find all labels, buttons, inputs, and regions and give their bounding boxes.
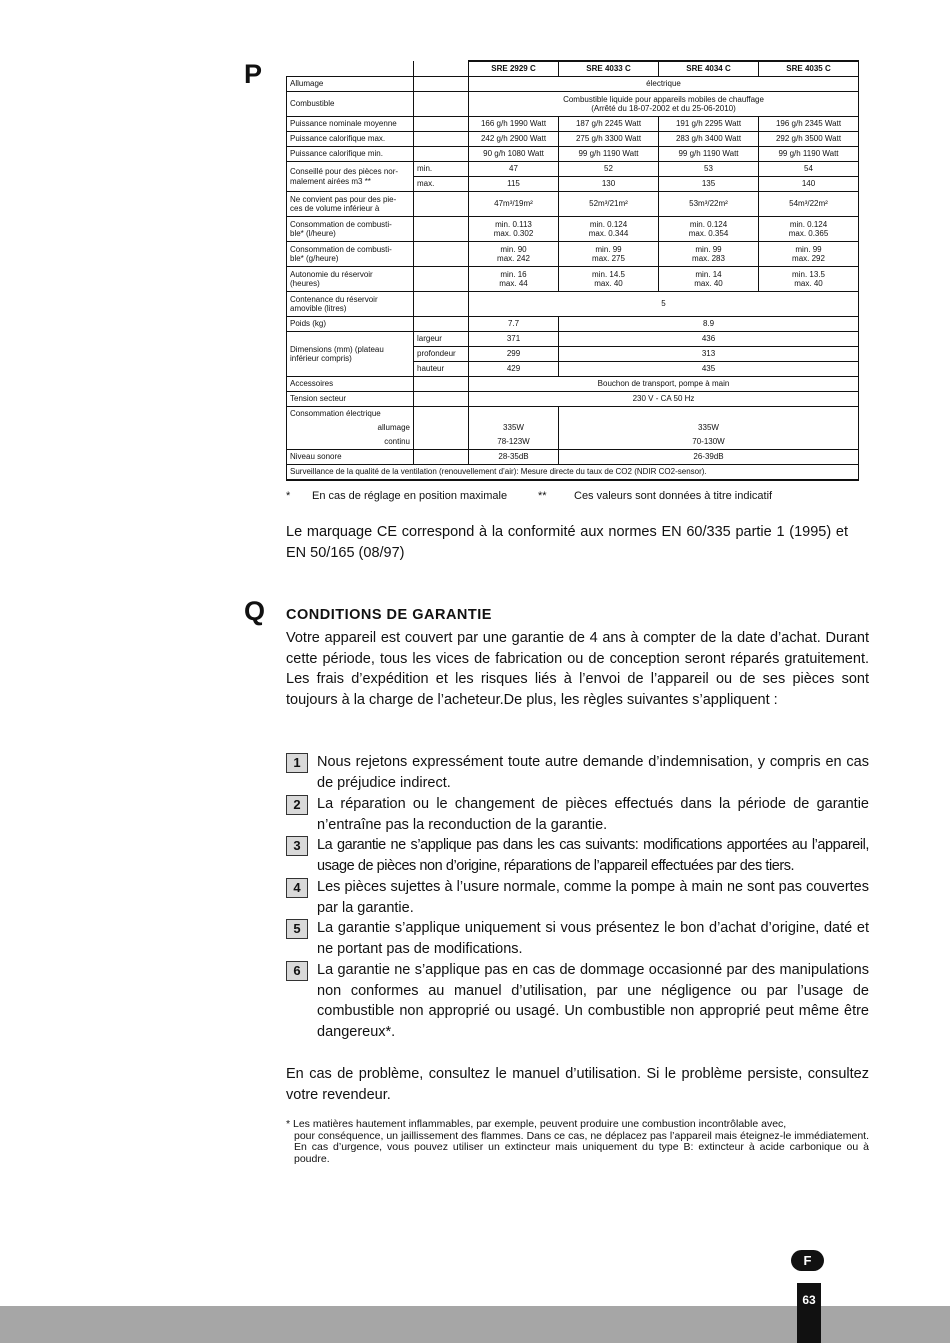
flammable-footnote: * Les matières hautement inflammables, par exemple, peuvent produire une combustion incontrôlable avec, pour conséquence, un jaillissement des flammes. Dans ce cas, ne déplacez pas l’appareil mais éteignez-le immédiatement. En cas d’urgence, vous pouvez utiliser un extincteur mais uniquement du type B: extincteur à acide carbonique ou à poudre. bbox=[286, 1118, 869, 1165]
language-badge: F bbox=[791, 1250, 824, 1271]
cell-value: Combustible liquide pour appareils mobiles de chauffage (Arrêté du 18-07-2002 et du 25-06-2010) bbox=[469, 92, 859, 117]
item-number: 5 bbox=[286, 919, 308, 939]
surveillance-note: Surveillance de la qualité de la ventilation (renouvellement d’air): Mesure directe du taux de CO2 (NDIR CO2-sensor). bbox=[287, 465, 859, 481]
cell-value: 8.9 bbox=[559, 317, 859, 332]
item-text: Nous rejetons expressément toute autre demande d’indemnisation, y compris en cas de préjudice indirect. bbox=[317, 754, 869, 791]
cell-value: 242 g/h 2900 Watt bbox=[469, 132, 559, 147]
table-row bbox=[287, 392, 859, 407]
cell-value: 335W bbox=[559, 421, 859, 435]
item-number: 2 bbox=[286, 795, 308, 815]
ce-marking-text: Le marquage CE correspond à la conformité aux normes EN 60/335 partie 1 (1995) et EN 50/165 (08/97) bbox=[286, 524, 848, 561]
cell-value: 335W bbox=[469, 421, 559, 435]
cell-value: 28-35dB bbox=[469, 450, 559, 465]
cell-value: 135 bbox=[659, 177, 759, 192]
cell-value: 292 g/h 3500 Watt bbox=[759, 132, 859, 147]
item-number: 4 bbox=[286, 878, 308, 898]
section-letter-q: Q bbox=[244, 596, 266, 626]
model-header: SRE 4033 C bbox=[559, 61, 659, 77]
row-label: Poids (kg) bbox=[287, 317, 414, 332]
cell-value: 99 g/h 1190 Watt bbox=[759, 147, 859, 162]
item-number: 3 bbox=[286, 836, 308, 856]
cell-value: 99 g/h 1190 Watt bbox=[559, 147, 659, 162]
cell-value: 70-130W bbox=[559, 435, 859, 450]
cell-value: 52 bbox=[559, 162, 659, 177]
row-label: Consommation de combusti- ble* (g/heure) bbox=[287, 242, 414, 267]
item-text: La garantie ne s’applique pas dans les cas suivants: modifications apportées au l’appareil, usage de pièces non d’origine, réparations de l’appareil effectuées par des tiers. bbox=[317, 837, 869, 874]
sub-label: profondeur bbox=[414, 347, 469, 362]
item-number: 1 bbox=[286, 753, 308, 773]
row-label: Dimensions (mm) (plateau inférieur compris) bbox=[287, 332, 414, 377]
row-label: Autonomie du réservoir (heures) bbox=[287, 267, 414, 292]
row-label: Consommation électrique bbox=[287, 407, 414, 422]
table-row bbox=[287, 162, 859, 177]
cell-value: 429 bbox=[469, 362, 559, 377]
cell-value: 7.7 bbox=[469, 317, 559, 332]
cell-value: 130 bbox=[559, 177, 659, 192]
sub-label: max. bbox=[414, 177, 469, 192]
cell-value: 90 g/h 1080 Watt bbox=[469, 147, 559, 162]
model-header: SRE 2929 C bbox=[469, 61, 559, 77]
cell-value: min. 0.113 max. 0.302 bbox=[469, 217, 559, 242]
cell-value: 99 g/h 1190 Watt bbox=[659, 147, 759, 162]
table-row bbox=[287, 377, 859, 392]
table-row bbox=[287, 317, 859, 332]
table-row bbox=[287, 117, 859, 132]
cell-value: 115 bbox=[469, 177, 559, 192]
table-row bbox=[287, 421, 859, 435]
cell-value: min. 16 max. 44 bbox=[469, 267, 559, 292]
table-row bbox=[287, 192, 859, 217]
item-number: 6 bbox=[286, 961, 308, 981]
row-label: Niveau sonore bbox=[287, 450, 414, 465]
cell-value: 230 V - CA 50 Hz bbox=[469, 392, 859, 407]
cell-value: 5 bbox=[469, 292, 859, 317]
cell-value: 299 bbox=[469, 347, 559, 362]
footnote-star: ** bbox=[538, 490, 547, 502]
row-label: Consommation de combusti- ble* (l/heure) bbox=[287, 217, 414, 242]
cell-value: 140 bbox=[759, 177, 859, 192]
table-row bbox=[287, 407, 859, 422]
footnote-star: * bbox=[286, 490, 291, 502]
cell-value: min. 0.124 max. 0.365 bbox=[759, 217, 859, 242]
sub-label: min. bbox=[414, 162, 469, 177]
model-header: SRE 4035 C bbox=[759, 61, 859, 77]
table-row bbox=[287, 465, 859, 481]
cell-value: 53m³/22m² bbox=[659, 192, 759, 217]
cell-value: min. 0.124 max. 0.344 bbox=[559, 217, 659, 242]
cell-value: 436 bbox=[559, 332, 859, 347]
cell-value: 166 g/h 1990 Watt bbox=[469, 117, 559, 132]
cell-value: 435 bbox=[559, 362, 859, 377]
sub-label: continu bbox=[287, 435, 414, 450]
cell-value: 371 bbox=[469, 332, 559, 347]
table-row bbox=[287, 450, 859, 465]
table-row bbox=[287, 292, 859, 317]
row-label: Combustible bbox=[287, 92, 414, 117]
footnote-text: Ces valeurs sont données à titre indicatif bbox=[574, 490, 773, 502]
section-letter-p: P bbox=[244, 59, 263, 89]
guarantee-title: CONDITIONS DE GARANTIE bbox=[286, 607, 492, 623]
row-label: Contenance du réservoir amovible (litres) bbox=[287, 292, 414, 317]
sub-label: hauteur bbox=[414, 362, 469, 377]
item-text: Les pièces sujettes à l’usure normale, comme la pompe à main ne sont pas couvertes par la garantie. bbox=[317, 879, 869, 916]
model-header: SRE 4034 C bbox=[659, 61, 759, 77]
table-row bbox=[287, 242, 859, 267]
sub-label: largeur bbox=[414, 332, 469, 347]
item-text: La garantie s’applique uniquement si vous présentez le bon d’achat d’origine, daté et ne portant pas de modifications. bbox=[317, 920, 869, 957]
cell-value: min. 99 max. 292 bbox=[759, 242, 859, 267]
cell-value: min. 14 max. 40 bbox=[659, 267, 759, 292]
row-label: Conseillé pour des pièces nor- malement airées m3 ** bbox=[287, 162, 414, 192]
cell-value: 47 bbox=[469, 162, 559, 177]
item-text: La garantie ne s’applique pas en cas de dommage occasionné par des manipulations non conformes au manuel d’utilisation, par une négligence ou par l’usage de combustible non approprié ou usagé. Un combustible non approprié peut même être dangereux*. bbox=[317, 962, 869, 1041]
cell-value: 191 g/h 2295 Watt bbox=[659, 117, 759, 132]
cell-value: 47m³/19m² bbox=[469, 192, 559, 217]
cell-value: 78-123W bbox=[469, 435, 559, 450]
row-label: Allumage bbox=[287, 77, 414, 92]
item-text: La réparation ou le changement de pièces effectués dans la période de garantie n’entraîne pas la reconduction de la garantie. bbox=[317, 796, 869, 833]
row-label: Accessoires bbox=[287, 377, 414, 392]
cell-value: 283 g/h 3400 Watt bbox=[659, 132, 759, 147]
cell-value: 26-39dB bbox=[559, 450, 859, 465]
cell-value: min. 0.124 max. 0.354 bbox=[659, 217, 759, 242]
cell-value: min. 14.5 max. 40 bbox=[559, 267, 659, 292]
cell-value: Bouchon de transport, pompe à main bbox=[469, 377, 859, 392]
row-label: Ne convient pas pour des pie- ces de volume inférieur à bbox=[287, 192, 414, 217]
guarantee-intro: Votre appareil est couvert par une garantie de 4 ans à compter de la date d’achat. Durant cette période, tous les vices de fabrication ou de conception seront réparés gratuitement. Les frais d’expédition et les risques liés à l’envoi de l’appareil ou de ses pièces sont toujours à la charge de l’acheteur.De plus, les règles suivantes s’appliquent : bbox=[286, 630, 869, 709]
cell-value: 53 bbox=[659, 162, 759, 177]
table-header-row bbox=[287, 61, 859, 77]
page-number: 63 bbox=[797, 1283, 821, 1343]
table-row bbox=[287, 332, 859, 347]
footnote-text: En cas de réglage en position maximale bbox=[312, 490, 508, 502]
cell-value: min. 99 max. 283 bbox=[659, 242, 759, 267]
row-label: Puissance calorifique min. bbox=[287, 147, 414, 162]
cell-value: min. 13.5 max. 40 bbox=[759, 267, 859, 292]
row-label: Tension secteur bbox=[287, 392, 414, 407]
cell-value: 275 g/h 3300 Watt bbox=[559, 132, 659, 147]
cell-value: 54 bbox=[759, 162, 859, 177]
sub-label: allumage bbox=[287, 421, 414, 435]
row-label: Puissance calorifique max. bbox=[287, 132, 414, 147]
cell-value: 313 bbox=[559, 347, 859, 362]
table-row bbox=[287, 132, 859, 147]
cell-value: 187 g/h 2245 Watt bbox=[559, 117, 659, 132]
table-row bbox=[287, 147, 859, 162]
cell-value: 52m³/21m² bbox=[559, 192, 659, 217]
cell-value: 196 g/h 2345 Watt bbox=[759, 117, 859, 132]
closing-text: En cas de problème, consultez le manuel d’utilisation. Si le problème persiste, consultez votre revendeur. bbox=[286, 1066, 869, 1103]
table-row bbox=[287, 92, 859, 117]
table-row bbox=[287, 217, 859, 242]
table-row bbox=[287, 77, 859, 92]
cell-value: min. 90 max. 242 bbox=[469, 242, 559, 267]
spec-table bbox=[286, 60, 859, 481]
table-footnotes bbox=[286, 490, 772, 502]
table-row bbox=[287, 435, 859, 450]
cell-value: min. 99 max. 275 bbox=[559, 242, 659, 267]
table-row bbox=[287, 267, 859, 292]
cell-value: 54m³/22m² bbox=[759, 192, 859, 217]
row-label: Puissance nominale moyenne bbox=[287, 117, 414, 132]
cell-value: électrique bbox=[469, 77, 859, 92]
